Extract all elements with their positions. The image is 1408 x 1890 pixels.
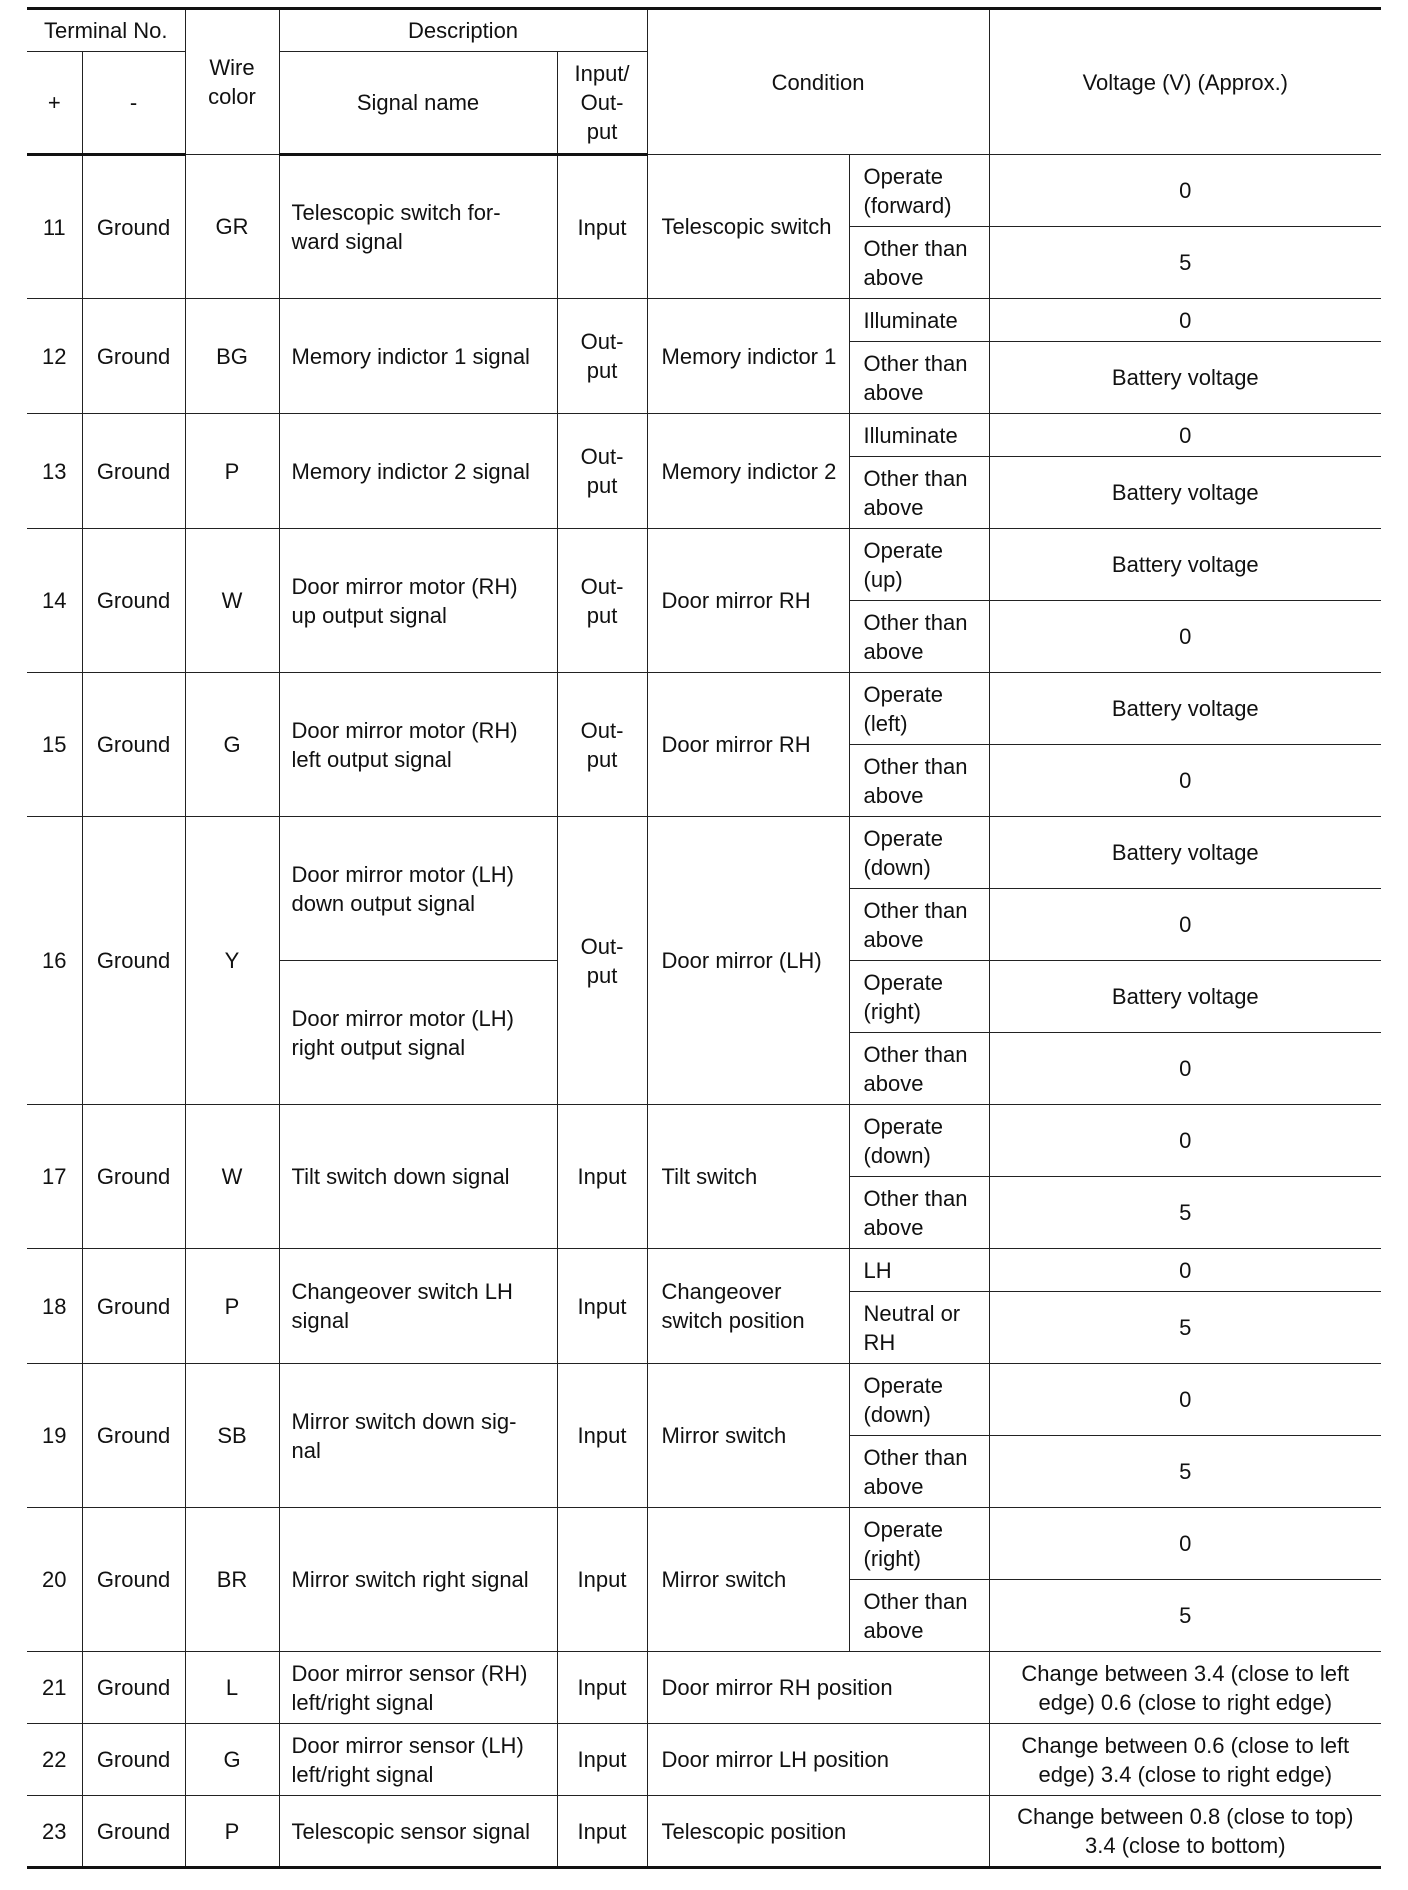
wire-color: G <box>185 1724 279 1796</box>
condition: Mirror switch <box>647 1508 849 1652</box>
voltage-value: 5 <box>989 1292 1381 1364</box>
voltage-value: 0 <box>989 155 1381 227</box>
condition: Tilt switch <box>647 1105 849 1249</box>
header-input-output: Input/ Out- put <box>557 52 647 155</box>
signal-name: Telescopic sensor signal <box>279 1796 557 1868</box>
terminal-number: 19 <box>27 1364 82 1508</box>
voltage-value: 0 <box>989 1508 1381 1580</box>
voltage-value: Change between 3.4 (close to left edge) 0.6 (close to right edge) <box>989 1652 1381 1724</box>
terminal-table <box>27 7 1381 1869</box>
terminal-number: 22 <box>27 1724 82 1796</box>
condition-state: Operate (forward) <box>849 155 989 227</box>
condition: Memory indictor 2 <box>647 414 849 529</box>
input-output: Out- put <box>557 817 647 1105</box>
wire-color: W <box>185 529 279 673</box>
voltage-value: 0 <box>989 1105 1381 1177</box>
terminal-table-container <box>27 7 1381 1869</box>
voltage-value: 0 <box>989 889 1381 961</box>
input-output: Input <box>557 1724 647 1796</box>
input-output: Out- put <box>557 299 647 414</box>
condition: Mirror switch <box>647 1364 849 1508</box>
voltage-value: 5 <box>989 1436 1381 1508</box>
voltage-value: 0 <box>989 1364 1381 1436</box>
condition-state: Other than above <box>849 889 989 961</box>
condition: Door mirror RH <box>647 529 849 673</box>
terminal-negative: Ground <box>82 1364 185 1508</box>
input-output: Input <box>557 1364 647 1508</box>
input-output: Input <box>557 1796 647 1868</box>
terminal-negative: Ground <box>82 299 185 414</box>
voltage-value: Battery voltage <box>989 342 1381 414</box>
condition: Door mirror RH <box>647 673 849 817</box>
condition-state: LH <box>849 1249 989 1292</box>
signal-name: Door mirror motor (RH) left output signal <box>279 673 557 817</box>
header-voltage: Voltage (V) (Approx.) <box>989 9 1381 155</box>
condition-state: Operate (right) <box>849 961 989 1033</box>
condition-state: Operate (down) <box>849 817 989 889</box>
condition-state: Illuminate <box>849 299 989 342</box>
condition-state: Other than above <box>849 601 989 673</box>
condition-state: Other than above <box>849 342 989 414</box>
condition-state: Operate (down) <box>849 1105 989 1177</box>
header-signal-name: Signal name <box>279 52 557 155</box>
condition-state: Other than above <box>849 1033 989 1105</box>
input-output: Input <box>557 1105 647 1249</box>
input-output: Input <box>557 1652 647 1724</box>
terminal-number: 16 <box>27 817 82 1105</box>
terminal-negative: Ground <box>82 1105 185 1249</box>
input-output: Out- put <box>557 673 647 817</box>
condition-state: Other than above <box>849 227 989 299</box>
terminal-number: 11 <box>27 155 82 299</box>
terminal-negative: Ground <box>82 155 185 299</box>
wire-color: BG <box>185 299 279 414</box>
terminal-negative: Ground <box>82 414 185 529</box>
wire-color: SB <box>185 1364 279 1508</box>
input-output: Input <box>557 1249 647 1364</box>
condition: Door mirror (LH) <box>647 817 849 1105</box>
terminal-negative: Ground <box>82 529 185 673</box>
wire-color: G <box>185 673 279 817</box>
voltage-value: 0 <box>989 299 1381 342</box>
terminal-negative: Ground <box>82 817 185 1105</box>
terminal-negative: Ground <box>82 1724 185 1796</box>
condition: Door mirror LH position <box>647 1724 989 1796</box>
terminal-negative: Ground <box>82 1508 185 1652</box>
voltage-value: Change between 0.8 (close to top) 3.4 (close to bottom) <box>989 1796 1381 1868</box>
condition-state: Other than above <box>849 745 989 817</box>
wire-color: P <box>185 1249 279 1364</box>
header-wire-color: Wire color <box>185 9 279 155</box>
signal-name: Tilt switch down signal <box>279 1105 557 1249</box>
header-description: Description <box>279 9 647 52</box>
condition: Telescopic position <box>647 1796 989 1868</box>
header-plus: + <box>27 52 82 155</box>
header-minus: - <box>82 52 185 155</box>
voltage-value: 5 <box>989 1580 1381 1652</box>
condition-state: Operate (right) <box>849 1508 989 1580</box>
signal-name: Mirror switch right signal <box>279 1508 557 1652</box>
signal-name: Door mirror sensor (LH) left/right signal <box>279 1724 557 1796</box>
terminal-number: 20 <box>27 1508 82 1652</box>
voltage-value: 0 <box>989 745 1381 817</box>
terminal-number: 13 <box>27 414 82 529</box>
wire-color: W <box>185 1105 279 1249</box>
input-output: Out- put <box>557 529 647 673</box>
terminal-number: 18 <box>27 1249 82 1364</box>
wire-color: Y <box>185 817 279 1105</box>
terminal-negative: Ground <box>82 1652 185 1724</box>
condition: Door mirror RH position <box>647 1652 989 1724</box>
voltage-value: 0 <box>989 601 1381 673</box>
condition-state: Neutral or RH <box>849 1292 989 1364</box>
voltage-value: 0 <box>989 1033 1381 1105</box>
voltage-value: 5 <box>989 227 1381 299</box>
voltage-value: 5 <box>989 1177 1381 1249</box>
wire-color: GR <box>185 155 279 299</box>
signal-name: Door mirror sensor (RH) left/right signal <box>279 1652 557 1724</box>
terminal-number: 21 <box>27 1652 82 1724</box>
voltage-value: Change between 0.6 (close to left edge) 3.4 (close to right edge) <box>989 1724 1381 1796</box>
condition-state: Operate (up) <box>849 529 989 601</box>
condition-state: Operate (left) <box>849 673 989 745</box>
input-output: Input <box>557 155 647 299</box>
terminal-number: 14 <box>27 529 82 673</box>
signal-name: Mirror switch down sig- nal <box>279 1364 557 1508</box>
terminal-negative: Ground <box>82 1249 185 1364</box>
voltage-value: 0 <box>989 414 1381 457</box>
condition-state: Other than above <box>849 1436 989 1508</box>
voltage-value: Battery voltage <box>989 817 1381 889</box>
signal-name: Telescopic switch for- ward signal <box>279 155 557 299</box>
terminal-number: 15 <box>27 673 82 817</box>
terminal-number: 23 <box>27 1796 82 1868</box>
header-condition: Condition <box>647 9 989 155</box>
voltage-value: Battery voltage <box>989 529 1381 601</box>
signal-name: Memory indictor 2 signal <box>279 414 557 529</box>
condition-state: Other than above <box>849 457 989 529</box>
condition-state: Illuminate <box>849 414 989 457</box>
condition-state: Other than above <box>849 1580 989 1652</box>
voltage-value: Battery voltage <box>989 457 1381 529</box>
condition: Memory indictor 1 <box>647 299 849 414</box>
header-terminal-no: Terminal No. <box>27 9 185 52</box>
wire-color: P <box>185 414 279 529</box>
voltage-value: Battery voltage <box>989 673 1381 745</box>
wire-color: P <box>185 1796 279 1868</box>
voltage-value: 0 <box>989 1249 1381 1292</box>
terminal-number: 12 <box>27 299 82 414</box>
terminal-negative: Ground <box>82 1796 185 1868</box>
voltage-value: Battery voltage <box>989 961 1381 1033</box>
condition-state: Other than above <box>849 1177 989 1249</box>
signal-name: Memory indictor 1 signal <box>279 299 557 414</box>
signal-name: Door mirror motor (LH) right output signal <box>279 961 557 1105</box>
signal-name: Door mirror motor (LH) down output signal <box>279 817 557 961</box>
signal-name: Door mirror motor (RH) up output signal <box>279 529 557 673</box>
signal-name: Changeover switch LH signal <box>279 1249 557 1364</box>
condition-state: Operate (down) <box>849 1364 989 1436</box>
input-output: Out- put <box>557 414 647 529</box>
terminal-number: 17 <box>27 1105 82 1249</box>
terminal-negative: Ground <box>82 673 185 817</box>
condition: Telescopic switch <box>647 155 849 299</box>
wire-color: BR <box>185 1508 279 1652</box>
input-output: Input <box>557 1508 647 1652</box>
condition: Changeover switch position <box>647 1249 849 1364</box>
wire-color: L <box>185 1652 279 1724</box>
